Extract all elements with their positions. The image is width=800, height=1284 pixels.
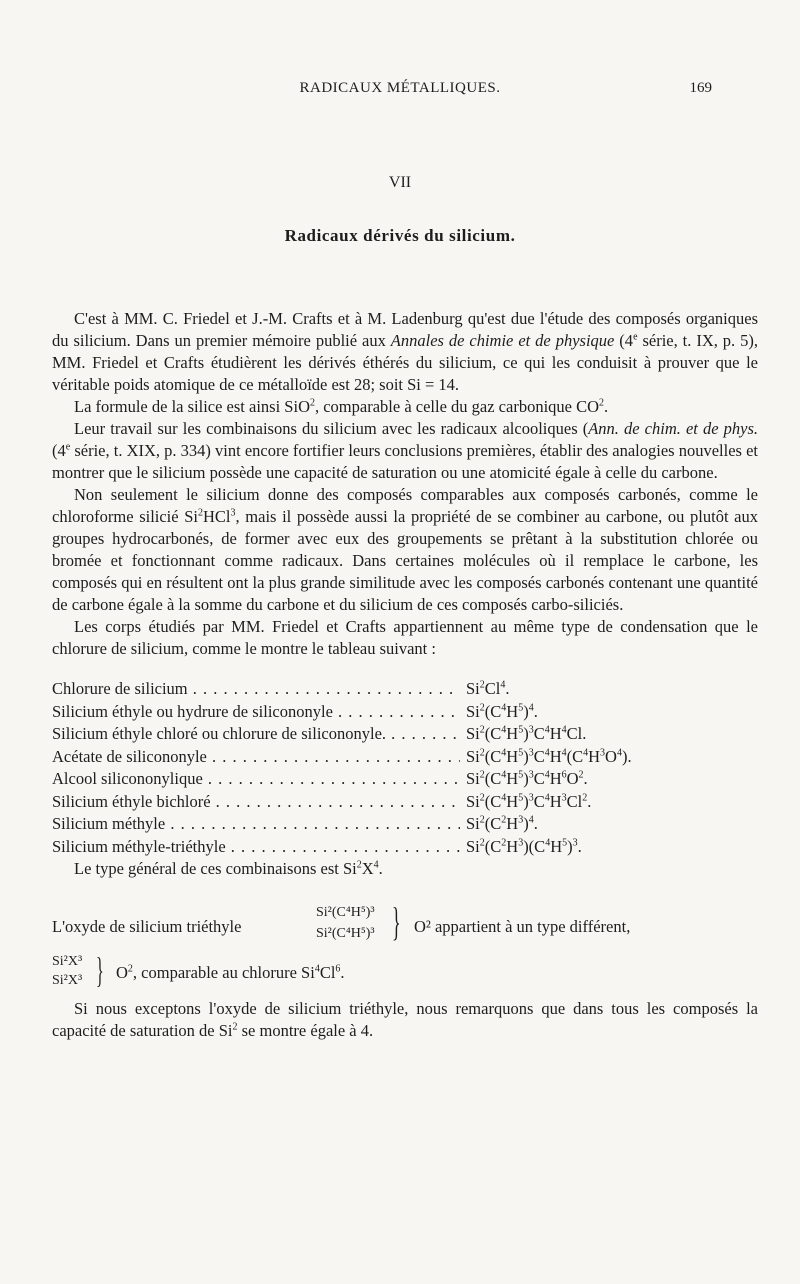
formula-part: H	[506, 769, 519, 788]
formula-superscript: 4	[501, 747, 507, 758]
formula-part: Si	[466, 769, 480, 788]
formula-part: C	[533, 769, 545, 788]
formula-superscript: 4	[501, 792, 507, 803]
compound-name: Acétate de silicononyle . . .	[52, 746, 460, 769]
formula-superscript: 3	[572, 837, 578, 848]
formula-superscript: 3	[561, 792, 567, 803]
formula-superscript: 3	[518, 814, 524, 826]
formula-part: H	[506, 701, 519, 721]
formula-part: )	[567, 836, 573, 856]
table-row	[52, 836, 758, 859]
compound-formula	[460, 723, 586, 746]
six-formula-line	[52, 952, 758, 998]
formula-part: .	[505, 679, 510, 698]
formula-part: )	[523, 746, 529, 766]
formula-part: )	[523, 701, 529, 721]
paragraph-radicals: Leur travail sur les combinaisons du silicium avec les radicaux alcooliques (Ann. de chim. et de phys. (4e série, t. XIX, p. 334) vint encore fortifier leurs conclusions premières, établir des analogies nouvelles et montrer que le silicium possède une capacité de saturation ou une atomicité égale à celle du carbone.	[52, 419, 758, 482]
oxide-formula-rest: O² appartient à un type différent,	[414, 917, 631, 936]
formula-part: (C	[484, 701, 502, 721]
six-formula-bottom: Si²X³	[52, 973, 83, 988]
formula-superscript: 4	[544, 724, 550, 736]
formula-part: (C	[484, 836, 502, 856]
formula-superscript: 4	[528, 702, 534, 713]
formula-superscript: 5	[518, 792, 524, 803]
formula-superscript: 2	[479, 792, 485, 803]
compound-name: Silicium méthyle-triéthyle . . .	[52, 836, 460, 859]
formula-part: )	[523, 791, 529, 811]
formula-part: Si	[466, 791, 480, 811]
table-row	[52, 768, 758, 791]
brace-symbol: }	[96, 950, 104, 990]
page-number: 169	[689, 80, 712, 96]
oxide-formula-bottom: Si²(C⁴H⁵)³	[316, 926, 375, 941]
formula-part: Si	[466, 701, 480, 721]
formula-superscript: 2	[479, 679, 485, 691]
paragraph-final: Si nous exceptons l'oxyde de silicium triéthyle, nous remarquons que dans tous les composés la capacité de saturation de Si$^2$ se montre égale à 4.	[52, 999, 758, 1040]
formula-part: Si	[466, 724, 480, 743]
formula-superscript: 5	[518, 769, 524, 781]
formula-superscript: 5	[518, 724, 524, 736]
table-row	[52, 791, 758, 814]
formula-superscript: 4	[544, 769, 550, 781]
formula-part: H	[506, 746, 519, 766]
formula-superscript: 2	[501, 837, 507, 848]
oxide-formula-top: Si²(C⁴H⁵)³	[316, 905, 375, 920]
formula-superscript: 4	[544, 792, 550, 803]
formula-part: H	[506, 814, 519, 833]
body-text	[52, 308, 758, 1042]
paragraph-general-type: Le type général de ces combinaisons est $Si^2X^4$.	[74, 859, 383, 878]
formula-part: O	[605, 746, 617, 766]
formula-part: H	[506, 836, 519, 856]
formula-part: H	[588, 746, 601, 766]
compound-formula	[460, 746, 632, 769]
formula-part: )	[523, 814, 529, 833]
formula-superscript: 3	[518, 837, 524, 848]
formula-part: C	[533, 724, 545, 743]
formula-part: .	[533, 701, 538, 721]
formula-superscript: 4	[501, 769, 507, 781]
formula-superscript: 2	[578, 769, 584, 781]
formula-part: )	[523, 724, 529, 743]
formula-part: H	[550, 836, 563, 856]
section-title: Radicaux dérivés du silicium.	[284, 226, 516, 245]
formula-part: O	[566, 769, 579, 788]
formula-superscript: 3	[528, 792, 534, 803]
formula-part: Cl.	[566, 724, 587, 743]
formula-part: .	[533, 814, 538, 833]
section-number: VII	[388, 174, 412, 191]
oxide-formula-line	[52, 896, 758, 956]
compound-formula	[460, 836, 582, 859]
paragraph-silica: La formule de la silice est ainsi SiO$^2$, comparable à celle du gaz carbonique $CO^2$.	[74, 397, 609, 416]
formula-part: (C	[484, 814, 502, 833]
formula-superscript: 5	[518, 702, 524, 713]
formula-part: (C	[566, 746, 584, 766]
table-row	[52, 701, 758, 724]
formula-superscript: 4	[500, 679, 506, 691]
formula-part: H	[549, 746, 562, 766]
table-row	[52, 678, 758, 701]
formula-part: (C	[484, 791, 502, 811]
formula-part: H	[549, 724, 562, 743]
formula-part: .	[583, 769, 588, 788]
table-row	[52, 723, 758, 746]
compound-formula	[460, 701, 538, 724]
formula-superscript: 2	[479, 747, 485, 758]
compound-name: Silicium méthyle . . .	[52, 813, 460, 836]
table-row	[52, 813, 758, 836]
oxide-stacked-formula	[316, 902, 375, 944]
formula-superscript: 4	[561, 747, 567, 758]
formula-part: C	[533, 791, 545, 811]
table-row	[52, 746, 758, 769]
compound-table	[52, 678, 758, 858]
six-formula-top: Si²X³	[52, 954, 83, 969]
formula-superscript: 3	[600, 747, 606, 758]
compound-name: Alcool silicononylique . . .	[52, 768, 460, 791]
formula-superscript: 2	[479, 769, 485, 781]
formula-superscript: 3	[528, 724, 534, 736]
formula-superscript: 4	[561, 724, 567, 736]
formula-part: Cl	[484, 679, 501, 698]
paragraph-table-intro: Les corps étudiés par MM. Friedel et Crafts appartiennent au même type de condensation que le chlorure de silicium, comme le montre le tableau suivant :	[52, 617, 758, 658]
formula-superscript: 5	[518, 747, 524, 758]
formula-part: (C	[484, 769, 502, 788]
formula-part: Si	[466, 814, 480, 833]
formula-part: .	[577, 836, 582, 856]
running-head: RADICAUX MÉTALLIQUES.	[299, 80, 501, 96]
compound-name: Silicium éthyle ou hydrure de silicononyle . . .	[52, 701, 460, 724]
formula-part: (C	[484, 746, 502, 766]
formula-superscript: 4	[501, 702, 507, 713]
formula-superscript: 2	[479, 724, 485, 736]
formula-superscript: 6	[561, 769, 567, 781]
formula-superscript: 5	[562, 837, 568, 848]
formula-superscript: 4	[544, 747, 550, 758]
formula-part: ).	[621, 746, 632, 766]
paragraph-comparison: Non seulement le silicium donne des composés comparables aux composés carbonés, comme le chloroforme silicié Si$^2$HCl$^3$, mais il possède aussi la propriété de se combiner au carbone, ou plutôt aux groupes hydrocarbonés, de former avec eux des groupements se prêtant à la substitution chlorée ou bromée et fonctionnant comme radicaux. Dans certaines molécules où il remplace le carbone, les composés qui en résultent ont la plus grande similitude avec les composés carbonés contenant une quantité de carbone égale à la somme du carbone et du silicium de ces composés carbo-siliciés.	[52, 485, 758, 614]
compound-formula	[460, 768, 588, 791]
formula-part: )(C	[523, 836, 546, 856]
six-stacked-formula	[52, 952, 82, 990]
formula-superscript: 2	[479, 837, 485, 848]
compound-name: Silicium éthyle bichloré . . .	[52, 791, 460, 814]
formula-part: )	[523, 769, 529, 788]
formula-superscript: 4	[545, 837, 551, 848]
formula-part: .	[587, 791, 592, 811]
formula-superscript: 3	[528, 747, 534, 758]
six-formula-rest: $O^2$, comparable au chlorure Si$^4$Cl$^6$.	[116, 963, 345, 982]
formula-part: Si	[466, 679, 480, 698]
oxide-label: L'oxyde de silicium triéthyle	[52, 917, 242, 936]
formula-superscript: 2	[501, 814, 507, 826]
formula-part: H	[506, 724, 519, 743]
formula-part: H	[549, 769, 562, 788]
formula-superscript: 4	[583, 747, 589, 758]
formula-part: H	[506, 791, 519, 811]
formula-part: Si	[466, 836, 480, 856]
compound-formula	[460, 813, 538, 836]
formula-part: Si	[466, 746, 480, 766]
formula-superscript: 2	[479, 702, 485, 713]
formula-part: (C	[484, 724, 502, 743]
formula-part: Cl	[566, 791, 583, 811]
formula-part: H	[549, 791, 562, 811]
brace-symbol: }	[392, 899, 401, 944]
formula-part: C	[533, 746, 545, 766]
formula-superscript: 2	[479, 814, 485, 826]
compound-name: Silicium éthyle chloré ou chlorure de silicononyle. . . .	[52, 723, 460, 746]
compound-formula	[460, 791, 591, 814]
formula-superscript: 2	[582, 792, 588, 803]
formula-superscript: 4	[501, 724, 507, 736]
formula-superscript: 4	[528, 814, 534, 826]
compound-name: Chlorure de silicium . . .	[52, 678, 460, 701]
paragraph-intro: C'est à MM. C. Friedel et J.-M. Crafts et à M. Ladenburg qu'est due l'étude des composés organiques du silicium. Dans un premier mémoire publié aux Annales de chimie et de physique (4e série, t. IX, p. 5), MM. Friedel et Crafts étudièrent les dérivés éthérés du silicium, ce qui les conduisit à prouver que le véritable poids atomique de ce métalloïde est 28; soit Si = 14.	[52, 309, 759, 394]
compound-formula	[460, 678, 509, 701]
formula-superscript: 4	[616, 747, 622, 758]
formula-superscript: 3	[528, 769, 534, 781]
